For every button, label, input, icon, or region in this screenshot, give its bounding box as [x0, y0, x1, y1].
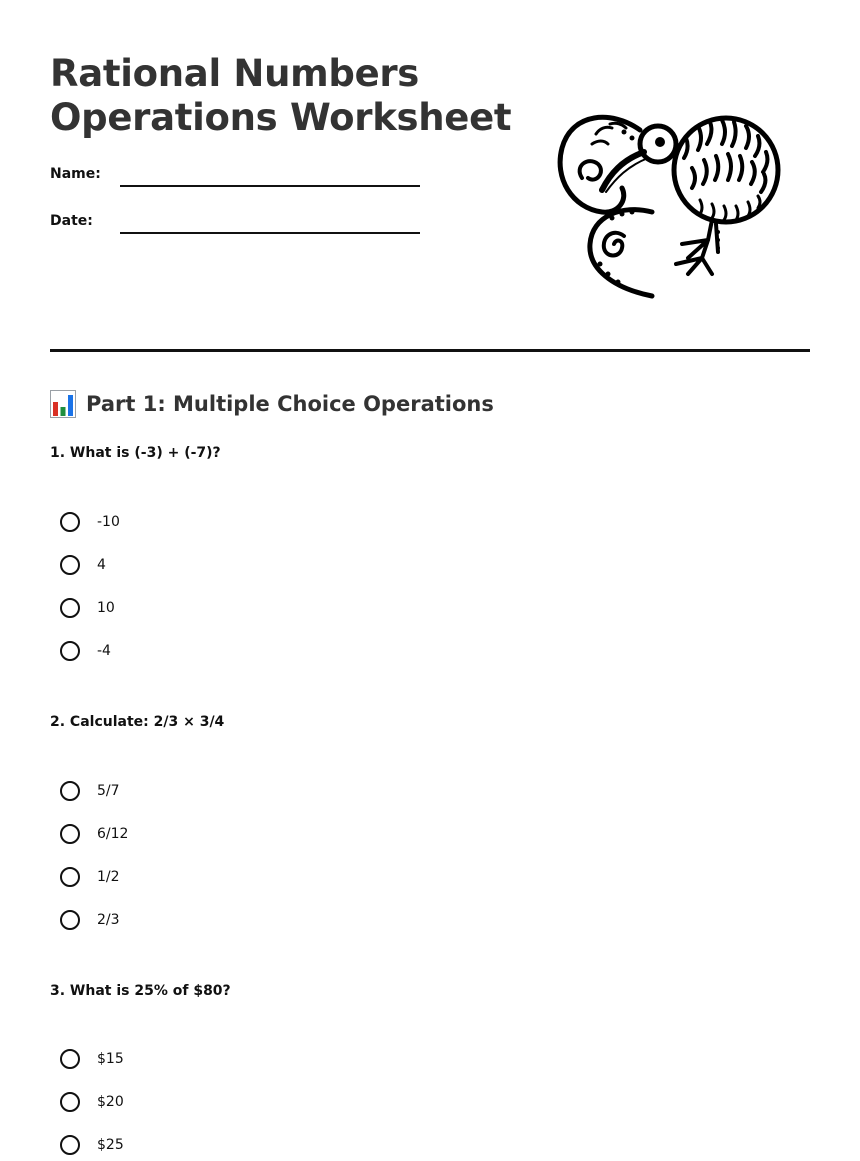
option-label: 10 [97, 600, 115, 616]
q2-option-c[interactable] [60, 864, 120, 890]
title-line-1: Rational Numbers [50, 52, 420, 95]
radio-button[interactable] [60, 781, 80, 801]
q1-option-b[interactable] [60, 552, 106, 578]
option-label: $20 [97, 1094, 124, 1110]
radio-button[interactable] [60, 1135, 80, 1155]
q3-option-c[interactable] [60, 1132, 124, 1158]
radio-button[interactable] [60, 1092, 80, 1112]
section-heading [50, 388, 494, 420]
name-field[interactable] [50, 166, 420, 190]
name-label: Name: [50, 166, 101, 182]
option-label: -4 [97, 643, 111, 659]
question-2: 2. Calculate: 2/3 × 3/4 [50, 714, 225, 730]
q2-option-a[interactable] [60, 778, 120, 804]
option-label: $25 [97, 1137, 124, 1153]
section-title: Part 1: Multiple Choice Operations [86, 392, 494, 416]
option-label: 5/7 [97, 783, 120, 799]
radio-button[interactable] [60, 512, 80, 532]
radio-button[interactable] [60, 598, 80, 618]
header-divider [50, 349, 810, 352]
date-label: Date: [50, 213, 93, 229]
q3-option-a[interactable] [60, 1046, 124, 1072]
bar-chart-icon [50, 390, 76, 418]
option-label: 6/12 [97, 826, 129, 842]
radio-button[interactable] [60, 641, 80, 661]
option-label: 2/3 [97, 912, 120, 928]
name-underline[interactable] [120, 185, 420, 187]
kiwi-bird-icon [552, 108, 788, 304]
q2-option-d[interactable] [60, 907, 120, 933]
q1-option-c[interactable] [60, 595, 115, 621]
option-label: -10 [97, 514, 120, 530]
question-1: 1. What is (-3) + (-7)? [50, 445, 221, 461]
radio-button[interactable] [60, 555, 80, 575]
date-field[interactable] [50, 213, 420, 237]
q1-option-a[interactable] [60, 509, 120, 535]
q3-option-b[interactable] [60, 1089, 124, 1115]
q1-option-d[interactable] [60, 638, 111, 664]
option-label: 1/2 [97, 869, 120, 885]
option-label: 4 [97, 557, 106, 573]
radio-button[interactable] [60, 824, 80, 844]
option-label: $15 [97, 1051, 124, 1067]
title-line-2: Operations Worksheet [50, 96, 512, 139]
question-3: 3. What is 25% of $80? [50, 983, 231, 999]
radio-button[interactable] [60, 1049, 80, 1069]
radio-button[interactable] [60, 910, 80, 930]
q2-option-b[interactable] [60, 821, 128, 847]
worksheet-title [50, 52, 511, 140]
radio-button[interactable] [60, 867, 80, 887]
date-underline[interactable] [120, 232, 420, 234]
